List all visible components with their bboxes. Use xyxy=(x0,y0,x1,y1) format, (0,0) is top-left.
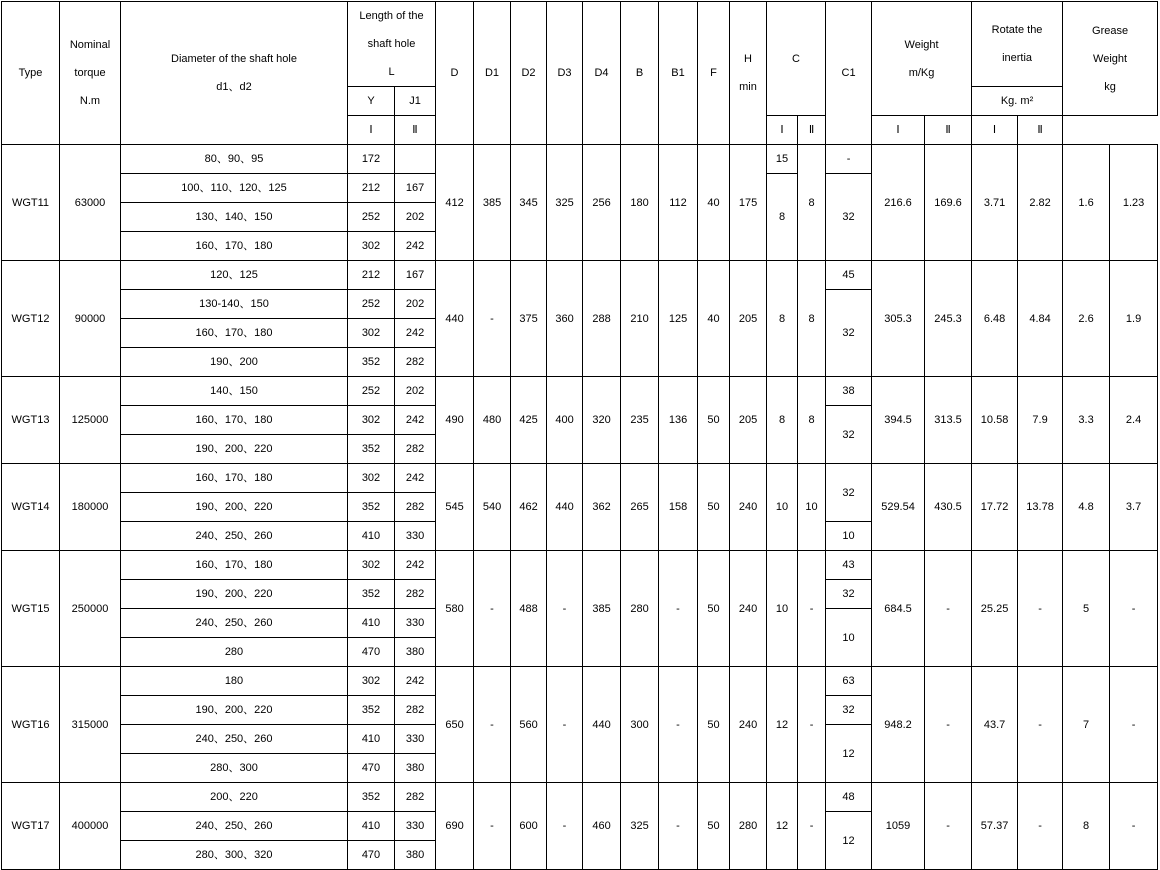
cell-diameter: 160、170、180 xyxy=(121,464,348,493)
cell-h: 205 xyxy=(730,261,767,377)
cell-d3: 440 xyxy=(547,464,583,551)
cell-d: 650 xyxy=(436,667,474,783)
cell-y: 470 xyxy=(348,841,395,870)
cell-inertia-ii: - xyxy=(1018,783,1063,870)
cell-b: 210 xyxy=(621,261,659,377)
cell-grease-ii: 2.4 xyxy=(1110,377,1158,464)
cell-b1: 158 xyxy=(659,464,698,551)
cell-h: 280 xyxy=(730,783,767,870)
cell-torque: 315000 xyxy=(60,667,121,783)
cell-grease-ii: 1.23 xyxy=(1110,145,1158,261)
cell-y: 252 xyxy=(348,203,395,232)
cell-d1: 385 xyxy=(474,145,511,261)
cell-h: 240 xyxy=(730,667,767,783)
cell-inertia-ii: - xyxy=(1018,667,1063,783)
cell-d2: 488 xyxy=(511,551,547,667)
cell-inertia-i: 6.48 xyxy=(972,261,1018,377)
cell-grease-i: 5 xyxy=(1063,551,1110,667)
cell-j1: 282 xyxy=(395,783,436,812)
cell-y: 212 xyxy=(348,261,395,290)
header-weight-line2: m/Kg xyxy=(908,66,935,79)
cell-weight-i: 305.3 xyxy=(872,261,925,377)
cell-c-i: 8 xyxy=(767,377,798,464)
cell-diameter: 190、200、220 xyxy=(121,493,348,522)
header-h-line2: min xyxy=(739,81,757,93)
cell-weight-i: 394.5 xyxy=(872,377,925,464)
cell-inertia-i: 17.72 xyxy=(972,464,1018,551)
cell-d3: - xyxy=(547,667,583,783)
cell-j1 xyxy=(395,145,436,174)
cell-b1: 125 xyxy=(659,261,698,377)
header-inertia-line1: Rotate the xyxy=(991,24,1043,36)
cell-d: 690 xyxy=(436,783,474,870)
cell-type: WGT14 xyxy=(2,464,60,551)
cell-j1: 242 xyxy=(395,551,436,580)
cell-d4: 288 xyxy=(583,261,621,377)
cell-b: 325 xyxy=(621,783,659,870)
header-grease-i: Ⅰ xyxy=(972,116,1018,145)
cell-f: 50 xyxy=(698,667,730,783)
cell-y: 212 xyxy=(348,174,395,203)
cell-weight-ii: - xyxy=(925,551,972,667)
cell-c-ii: - xyxy=(798,783,826,870)
cell-j1: 330 xyxy=(395,609,436,638)
header-d3: D3 xyxy=(547,2,583,145)
cell-d4: 362 xyxy=(583,464,621,551)
cell-torque: 180000 xyxy=(60,464,121,551)
cell-torque: 63000 xyxy=(60,145,121,261)
cell-d2: 345 xyxy=(511,145,547,261)
header-grease xyxy=(1063,2,1158,116)
header-grease-line1: Grease xyxy=(1092,24,1129,37)
cell-weight-i: 216.6 xyxy=(872,145,925,261)
cell-grease-ii: 1.9 xyxy=(1110,261,1158,377)
cell-j1: 282 xyxy=(395,580,436,609)
cell-grease-i: 4.8 xyxy=(1063,464,1110,551)
cell-j1: 380 xyxy=(395,638,436,667)
header-type: Type xyxy=(2,2,60,145)
cell-j1: 242 xyxy=(395,406,436,435)
cell-y: 352 xyxy=(348,435,395,464)
cell-d2: 425 xyxy=(511,377,547,464)
cell-y: 470 xyxy=(348,754,395,783)
cell-y: 302 xyxy=(348,406,395,435)
cell-j1: 167 xyxy=(395,174,436,203)
cell-d3: - xyxy=(547,783,583,870)
cell-y: 172 xyxy=(348,145,395,174)
cell-diameter: 180 xyxy=(121,667,348,696)
cell-inertia-i: 3.71 xyxy=(972,145,1018,261)
cell-d4: 440 xyxy=(583,667,621,783)
cell-b1: 112 xyxy=(659,145,698,261)
cell-d3: 400 xyxy=(547,377,583,464)
cell-diameter: 130-140、150 xyxy=(121,290,348,319)
cell-diameter: 280 xyxy=(121,638,348,667)
cell-grease-i: 1.6 xyxy=(1063,145,1110,261)
cell-diameter: 190、200、220 xyxy=(121,435,348,464)
header-b: B xyxy=(621,2,659,145)
header-nominal-torque-line3: N.m xyxy=(79,95,101,107)
cell-weight-ii: - xyxy=(925,783,972,870)
table-row xyxy=(2,261,1158,290)
cell-b: 300 xyxy=(621,667,659,783)
cell-c1: 32 xyxy=(826,406,872,464)
cell-torque: 250000 xyxy=(60,551,121,667)
cell-c-ii: 10 xyxy=(798,464,826,551)
cell-d: 412 xyxy=(436,145,474,261)
cell-j1: 202 xyxy=(395,203,436,232)
header-length-line1: Length of the xyxy=(359,10,424,22)
cell-d1: - xyxy=(474,783,511,870)
cell-b1: - xyxy=(659,551,698,667)
cell-b1: - xyxy=(659,783,698,870)
header-inertia-ii: Ⅱ xyxy=(925,116,972,145)
cell-c-ii: - xyxy=(798,551,826,667)
cell-diameter: 240、250、260 xyxy=(121,522,348,551)
cell-y: 352 xyxy=(348,348,395,377)
cell-d3: - xyxy=(547,551,583,667)
cell-inertia-i: 43.7 xyxy=(972,667,1018,783)
cell-c1: 45 xyxy=(826,261,872,290)
cell-grease-i: 3.3 xyxy=(1063,377,1110,464)
cell-torque: 400000 xyxy=(60,783,121,870)
header-f: F xyxy=(698,2,730,145)
header-inertia-line2: inertia xyxy=(1002,52,1033,64)
cell-grease-ii: - xyxy=(1110,667,1158,783)
cell-d2: 375 xyxy=(511,261,547,377)
cell-y: 252 xyxy=(348,377,395,406)
header-diameter-line2: d1、d2 xyxy=(216,81,252,93)
cell-c-i: 10 xyxy=(767,464,798,551)
cell-j1: 330 xyxy=(395,725,436,754)
cell-diameter: 190、200 xyxy=(121,348,348,377)
cell-torque: 125000 xyxy=(60,377,121,464)
cell-c-ii: 8 xyxy=(798,377,826,464)
cell-diameter: 190、200、220 xyxy=(121,696,348,725)
header-nominal-torque xyxy=(60,2,121,145)
header-d2: D2 xyxy=(511,2,547,145)
cell-j1: 282 xyxy=(395,493,436,522)
cell-d1: - xyxy=(474,551,511,667)
cell-j1: 380 xyxy=(395,841,436,870)
cell-y: 302 xyxy=(348,464,395,493)
cell-j1: 167 xyxy=(395,261,436,290)
cell-inertia-ii: 7.9 xyxy=(1018,377,1063,464)
cell-d2: 600 xyxy=(511,783,547,870)
cell-type: WGT17 xyxy=(2,783,60,870)
cell-d4: 385 xyxy=(583,551,621,667)
table-row xyxy=(2,377,1158,406)
cell-weight-ii: 245.3 xyxy=(925,261,972,377)
cell-d3: 325 xyxy=(547,145,583,261)
cell-type: WGT12 xyxy=(2,261,60,377)
cell-c1: 32 xyxy=(826,696,872,725)
cell-diameter: 160、170、180 xyxy=(121,319,348,348)
cell-weight-i: 1059 xyxy=(872,783,925,870)
header-nominal-torque-line1: Nominal xyxy=(69,39,111,51)
cell-c-i: 10 xyxy=(767,551,798,667)
cell-weight-i: 684.5 xyxy=(872,551,925,667)
cell-j1: 202 xyxy=(395,290,436,319)
header-weight-ii: Ⅱ xyxy=(798,116,826,145)
header-d4: D4 xyxy=(583,2,621,145)
header-h xyxy=(730,2,767,145)
cell-c1: 10 xyxy=(826,609,872,667)
cell-b: 180 xyxy=(621,145,659,261)
cell-y: 252 xyxy=(348,290,395,319)
cell-y: 352 xyxy=(348,696,395,725)
cell-type: WGT16 xyxy=(2,667,60,783)
coupling-spec-table xyxy=(1,1,1158,870)
cell-b: 235 xyxy=(621,377,659,464)
cell-weight-ii: - xyxy=(925,667,972,783)
cell-c1: 32 xyxy=(826,464,872,522)
cell-j1: 282 xyxy=(395,696,436,725)
cell-inertia-ii: - xyxy=(1018,551,1063,667)
cell-y: 470 xyxy=(348,638,395,667)
cell-y: 302 xyxy=(348,232,395,261)
header-nominal-torque-line2: torque xyxy=(74,67,106,79)
cell-grease-ii: 3.7 xyxy=(1110,464,1158,551)
header-length xyxy=(348,2,436,87)
cell-diameter: 240、250、260 xyxy=(121,609,348,638)
header-c-ii: Ⅱ xyxy=(395,116,436,145)
cell-diameter: 200、220 xyxy=(121,783,348,812)
cell-d: 440 xyxy=(436,261,474,377)
cell-h: 240 xyxy=(730,464,767,551)
cell-diameter: 160、170、180 xyxy=(121,551,348,580)
header-c1: C1 xyxy=(826,2,872,145)
cell-y: 410 xyxy=(348,812,395,841)
cell-d4: 460 xyxy=(583,783,621,870)
cell-c-i: 8 xyxy=(767,174,798,261)
cell-j1: 202 xyxy=(395,377,436,406)
cell-j1: 242 xyxy=(395,319,436,348)
cell-inertia-ii: 2.82 xyxy=(1018,145,1063,261)
cell-type: WGT15 xyxy=(2,551,60,667)
header-h-line1: H xyxy=(744,53,752,65)
cell-c-i: 15 xyxy=(767,145,798,174)
cell-d: 580 xyxy=(436,551,474,667)
cell-c-i: 8 xyxy=(767,261,798,377)
cell-j1: 330 xyxy=(395,522,436,551)
cell-grease-ii: - xyxy=(1110,783,1158,870)
cell-y: 352 xyxy=(348,493,395,522)
cell-c-i: 12 xyxy=(767,783,798,870)
table-row xyxy=(2,667,1158,696)
cell-j1: 282 xyxy=(395,435,436,464)
cell-weight-ii: 430.5 xyxy=(925,464,972,551)
cell-j1: 282 xyxy=(395,348,436,377)
cell-weight-i: 948.2 xyxy=(872,667,925,783)
cell-inertia-i: 57.37 xyxy=(972,783,1018,870)
cell-j1: 242 xyxy=(395,232,436,261)
cell-y: 352 xyxy=(348,783,395,812)
cell-diameter: 240、250、260 xyxy=(121,725,348,754)
cell-d: 490 xyxy=(436,377,474,464)
cell-diameter: 240、250、260 xyxy=(121,812,348,841)
cell-grease-i: 8 xyxy=(1063,783,1110,870)
cell-c1: 43 xyxy=(826,551,872,580)
cell-c1: 32 xyxy=(826,580,872,609)
cell-diameter: 80、90、95 xyxy=(121,145,348,174)
header-length-line2: shaft hole xyxy=(367,38,416,50)
cell-d1: - xyxy=(474,261,511,377)
header-length-line3: L xyxy=(388,66,395,78)
cell-c1: - xyxy=(826,145,872,174)
header-inertia xyxy=(972,2,1063,87)
cell-b: 280 xyxy=(621,551,659,667)
cell-grease-i: 7 xyxy=(1063,667,1110,783)
cell-d: 545 xyxy=(436,464,474,551)
cell-diameter: 280、300、320 xyxy=(121,841,348,870)
cell-inertia-ii: 13.78 xyxy=(1018,464,1063,551)
table-row xyxy=(2,551,1158,580)
cell-type: WGT11 xyxy=(2,145,60,261)
cell-d1: 540 xyxy=(474,464,511,551)
cell-d4: 256 xyxy=(583,145,621,261)
cell-y: 410 xyxy=(348,609,395,638)
cell-y: 352 xyxy=(348,580,395,609)
cell-h: 240 xyxy=(730,551,767,667)
cell-diameter: 160、170、180 xyxy=(121,406,348,435)
cell-diameter: 120、125 xyxy=(121,261,348,290)
cell-h: 175 xyxy=(730,145,767,261)
header-grease-line2: Weight xyxy=(1093,52,1128,65)
cell-diameter: 280、300 xyxy=(121,754,348,783)
cell-torque: 90000 xyxy=(60,261,121,377)
cell-d3: 360 xyxy=(547,261,583,377)
cell-weight-ii: 169.6 xyxy=(925,145,972,261)
cell-f: 50 xyxy=(698,783,730,870)
cell-c-ii: - xyxy=(798,667,826,783)
header-inertia-unit: Kg. m² xyxy=(972,87,1063,116)
cell-c-ii: 8 xyxy=(798,261,826,377)
cell-f: 50 xyxy=(698,377,730,464)
cell-d4: 320 xyxy=(583,377,621,464)
cell-grease-i: 2.6 xyxy=(1063,261,1110,377)
header-b1: B1 xyxy=(659,2,698,145)
cell-weight-i: 529.54 xyxy=(872,464,925,551)
table-row xyxy=(2,145,1158,174)
cell-c1: 48 xyxy=(826,783,872,812)
header-grease-line3: kg xyxy=(1104,80,1116,93)
cell-c1: 12 xyxy=(826,812,872,870)
cell-type: WGT13 xyxy=(2,377,60,464)
cell-c-ii: 8 xyxy=(798,145,826,261)
cell-c1: 63 xyxy=(826,667,872,696)
cell-c1: 38 xyxy=(826,377,872,406)
cell-f: 50 xyxy=(698,464,730,551)
cell-diameter: 160、170、180 xyxy=(121,232,348,261)
cell-f: 40 xyxy=(698,261,730,377)
cell-f: 40 xyxy=(698,145,730,261)
header-weight xyxy=(872,2,972,116)
cell-grease-ii: - xyxy=(1110,551,1158,667)
cell-weight-ii: 313.5 xyxy=(925,377,972,464)
cell-diameter: 140、150 xyxy=(121,377,348,406)
cell-c1: 10 xyxy=(826,522,872,551)
cell-c1: 12 xyxy=(826,725,872,783)
cell-d2: 462 xyxy=(511,464,547,551)
cell-j1: 330 xyxy=(395,812,436,841)
cell-d1: 480 xyxy=(474,377,511,464)
cell-y: 302 xyxy=(348,667,395,696)
cell-y: 410 xyxy=(348,725,395,754)
cell-y: 410 xyxy=(348,522,395,551)
cell-diameter: 100、110、120、125 xyxy=(121,174,348,203)
header-weight-line1: Weight xyxy=(904,38,939,51)
header-d1: D1 xyxy=(474,2,511,145)
cell-inertia-i: 10.58 xyxy=(972,377,1018,464)
cell-diameter: 130、140、150 xyxy=(121,203,348,232)
header-y: Y xyxy=(348,87,395,116)
header-inertia-i: Ⅰ xyxy=(872,116,925,145)
header-d: D xyxy=(436,2,474,145)
cell-b: 265 xyxy=(621,464,659,551)
header-grease-ii: Ⅱ xyxy=(1018,116,1063,145)
cell-inertia-ii: 4.84 xyxy=(1018,261,1063,377)
cell-inertia-i: 25.25 xyxy=(972,551,1018,667)
header-weight-i: Ⅰ xyxy=(767,116,798,145)
cell-h: 205 xyxy=(730,377,767,464)
header-diameter-line1: Diameter of the shaft hole xyxy=(171,53,297,65)
header-c-i: Ⅰ xyxy=(348,116,395,145)
header-diameter xyxy=(121,2,348,145)
cell-y: 302 xyxy=(348,551,395,580)
cell-f: 50 xyxy=(698,551,730,667)
cell-d2: 560 xyxy=(511,667,547,783)
cell-c1: 32 xyxy=(826,290,872,377)
cell-diameter: 190、200、220 xyxy=(121,580,348,609)
cell-j1: 380 xyxy=(395,754,436,783)
table-row xyxy=(2,783,1158,812)
cell-d1: - xyxy=(474,667,511,783)
cell-j1: 242 xyxy=(395,667,436,696)
cell-b1: - xyxy=(659,667,698,783)
cell-b1: 136 xyxy=(659,377,698,464)
cell-y: 302 xyxy=(348,319,395,348)
header-j1: J1 xyxy=(395,87,436,116)
cell-c-i: 12 xyxy=(767,667,798,783)
table-row xyxy=(2,464,1158,493)
cell-j1: 242 xyxy=(395,464,436,493)
header-c: C xyxy=(767,2,826,116)
cell-c1: 32 xyxy=(826,174,872,261)
